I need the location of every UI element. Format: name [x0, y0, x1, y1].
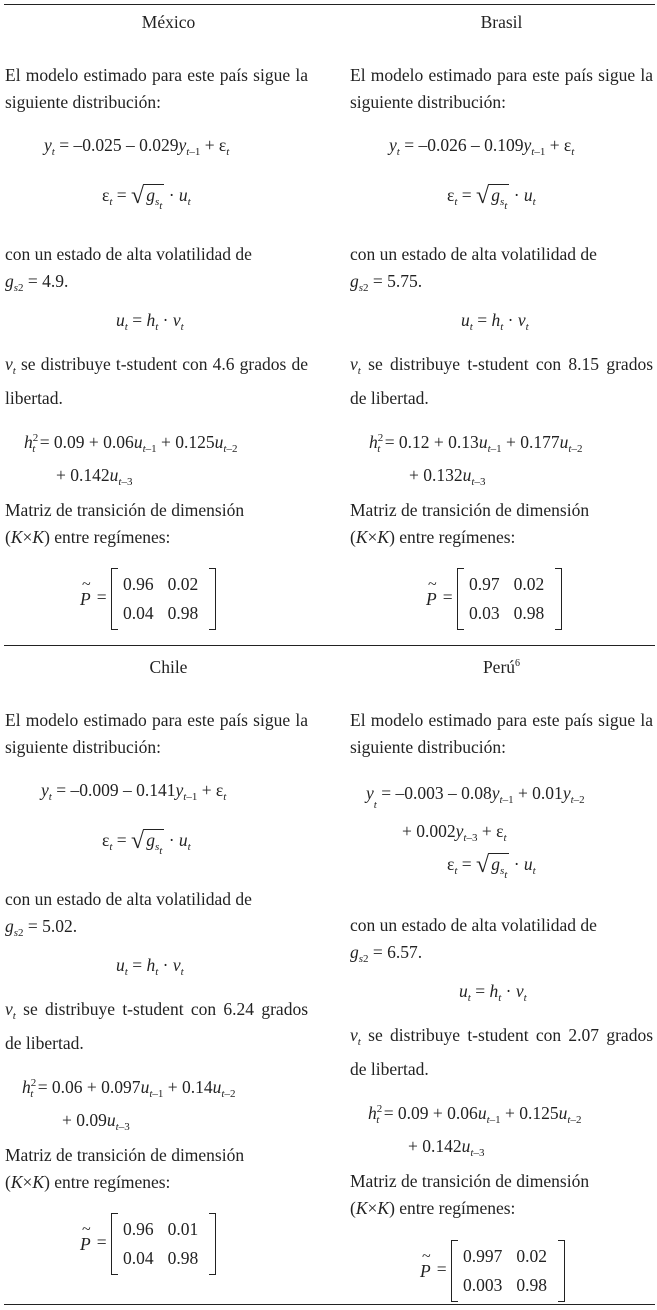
volatility-text: con un estado de alta volatilidad de $g_{s2} = 5.75$. — [350, 244, 597, 294]
u-equation: $u_t = h_t \cdot v_t$ — [116, 955, 184, 978]
panel-title: Chile — [149, 657, 188, 677]
intro-text: El modelo estimado para este país sigue la siguiente distribución: — [350, 65, 653, 112]
top-rule — [4, 4, 655, 5]
h-equation: $h^2_t = 0.09 + 0.06u_{t-1} + 0.125u_{t-2}$ + $0.142u_{t-3}$ — [368, 1102, 582, 1159]
panel-title: Perú$^6$ — [482, 657, 521, 677]
transition-matrix: ~ P = 0.997 0.02 0.003 0.98 — [420, 1242, 565, 1300]
volatility-text: con un estado de alta volatilidad de $g_{s2} = 5.02$. — [5, 889, 252, 939]
panel-title: México — [141, 12, 196, 32]
middle-rule — [4, 645, 655, 646]
transition-matrix: ~ P = 0.96 0.02 0.04 0.98 — [80, 570, 216, 628]
panel-title: Brasil — [480, 12, 523, 32]
matrix-intro: Matriz de transición de dimensión (K×K) entre regímenes: — [350, 500, 590, 547]
mean-equation: $y_t = -0.025 - 0.029y_{t-1} + \varepsilon_t$ — [44, 135, 230, 158]
u-equation: $u_t = h_t \cdot v_t$ — [459, 981, 527, 1004]
vt-text: $v_t$ se distribuye t-student con 2.07 grados de libertad. — [350, 1025, 654, 1079]
vt-text: $v_t$ se distribuye t-student con 6.24 grados de libertad. — [5, 999, 309, 1053]
transition-matrix: ~ P = 0.96 0.01 0.04 0.98 — [80, 1215, 216, 1273]
mean-equation: $y_t = -0.009 - 0.141y_{t-1} + \varepsilon_t$ — [41, 780, 227, 803]
h-equation: $h^2_t = 0.09 + 0.06u_{t-1} + 0.125u_{t-2}$ + $0.142u_{t-3}$ — [24, 431, 238, 488]
matrix-intro: Matriz de transición de dimensión (K×K) entre regímenes: — [5, 500, 245, 547]
vt-text: $v_t$ se distribuye t-student con 8.15 grados de libertad. — [350, 354, 654, 408]
vt-text: $v_t$ se distribuye t-student con 4.6 grados de libertad. — [5, 354, 308, 408]
matrix-intro: Matriz de transición de dimensión (K×K) entre regímenes: — [5, 1145, 245, 1192]
h-equation: $h^2_t = 0.12 + 0.13u_{t-1} + 0.177u_{t-2}$ + $0.132u_{t-3}$ — [369, 431, 583, 488]
mean-equation: $y_t = -0.026 - 0.109y_{t-1} + \varepsilon_t$ — [389, 135, 575, 158]
epsilon-equation: $\varepsilon_t$ = √ $g_{s_t} \cdot u_t$ — [102, 828, 191, 857]
bottom-rule — [4, 1304, 655, 1305]
u-equation: $u_t = h_t \cdot v_t$ — [461, 310, 529, 333]
mean-equation: $y_t = -0.003 - 0.08y_{t-1} + 0.01y_{t-2}$ + $0.002y_{t-3} + \varepsilon_t$ — [366, 783, 585, 844]
epsilon-equation: $\varepsilon_t$ = √ $g_{s_t} \cdot u_t$ — [447, 852, 536, 881]
epsilon-equation: $\varepsilon_t$ = √ $g_{s_t} \cdot u_t$ — [447, 183, 536, 212]
volatility-text: con un estado de alta volatilidad de $g_{s2} = 4.9$. — [5, 244, 252, 294]
u-equation: $u_t = h_t \cdot v_t$ — [116, 310, 184, 333]
volatility-text: con un estado de alta volatilidad de $g_{s2} = 6.57$. — [350, 915, 597, 965]
matrix-intro: Matriz de transición de dimensión (K×K) entre regímenes: — [350, 1171, 590, 1218]
h-equation: $h^2_t = 0.06 + 0.097u_{t-1} + 0.14u_{t-2}$ + $0.09u_{t-3}$ — [22, 1076, 236, 1133]
transition-matrix: ~ P = 0.97 0.02 0.03 0.98 — [426, 570, 562, 628]
intro-text: El modelo estimado para este país sigue la siguiente distribución: — [350, 710, 653, 757]
intro-text: El modelo estimado para este país sigue la siguiente distribución: — [5, 710, 308, 757]
intro-text: El modelo estimado para este país sigue la siguiente distribución: — [5, 65, 308, 112]
footnote-marker: 6 — [515, 658, 521, 670]
epsilon-equation: $\varepsilon_t$ = √ $g_{s_t} \cdot u_t$ — [102, 183, 191, 212]
